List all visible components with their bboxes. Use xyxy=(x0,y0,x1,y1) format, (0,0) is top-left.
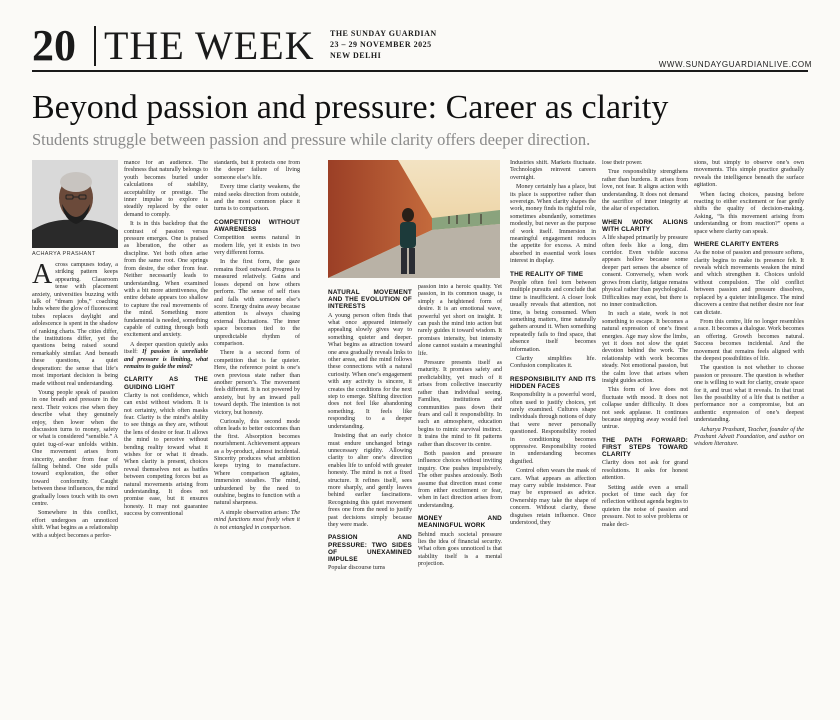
city: NEW DELHI xyxy=(330,51,382,60)
section-title: THE WEEK xyxy=(104,23,315,68)
paragraph: lose their power. xyxy=(602,160,643,166)
paragraph: It is in this backdrop that the contrast of passion versus pressure emerges. One is praised as liberation, the other as discipline. Yet both often arise from the same root. One springs from desire, the other from fear. Neither necessarily leads to understanding. When examined with a bit more attentiveness, the entire debate appears too shallow to capture the real movements of the mind. Something more fundamental is needed, something capable of cutting through both excitement and anxiety. xyxy=(124,221,208,339)
subheading: WHERE CLARITY ENTERS xyxy=(694,241,779,249)
subheading: PASSION AND PRESSURE: TWO SIDES OF UNEXAMINED IMPULSE xyxy=(328,534,412,563)
paragraph: There is a second form of competition that is far quieter. Here, the reference point is one’s own previous state rather than another person’s. The movement feels different. It is not powered by anxiety, but by an inward pull toward depth. The intention is not victory, but honesty. xyxy=(214,350,300,416)
paragraph: True responsibility strengthens rather than burdens. It arises from love, not fear. It aligns action with understanding. It does not demand the sacrifice of inner integrity at the altar of expectation. xyxy=(602,169,688,213)
paragraph: As the noise of passion and pressure softens, clarity begins to make its presence felt. It reveals which movements weaken the mind and which strengthen it. Choices unfold without compulsion. The old conflict between passion and pressure dissolves, replaced by a quieter intelligence. The mind discovers a centre that neither desire nor fear can dictate. xyxy=(694,250,804,316)
article-photo xyxy=(328,160,500,278)
paragraph: Curiously, this second mode often leads to better outcomes than the first. Absorption becomes nourishment. Achievement appears as a by-product, almost incidental. Sincerity produces what ambition keeps trying to manufacture. Where comparison agitates, immersion steadies. The mind, unburdened by the need to outshine, begins to function with a natural sharpness. xyxy=(214,419,300,507)
paragraph: Clarity simplifies life. Confusion complicates it. xyxy=(510,355,596,370)
subheading: THE PATH FORWARD: FIRST STEPS TOWARD CLARITY xyxy=(602,436,688,459)
paragraph: Behind much societal pressure lies the idea of financial security. What often goes unnoticed is that stability itself is a mental projection. xyxy=(418,531,502,568)
subheading: RESPONSIBILITY AND ITS HIDDEN FACES xyxy=(510,375,596,390)
paragraph: Somewhere in this conflict, effort undergoes an unnoticed shift. What begins as a relationship with a subject becomes a perfor- xyxy=(32,510,118,539)
author-bio: Acharya Prashant, Teacher, founder of the Prashant Advait Foundation, and author on wisdom literature. xyxy=(694,426,804,448)
subheading: MONEY AND MEANINGFUL WORK xyxy=(418,515,502,530)
masthead-info xyxy=(330,28,437,61)
column-5 xyxy=(418,284,502,702)
paragraph: passion into a heroic quality. Yet passion, in its common usage, is simply a heightened form of desire. It is an emotional wave, powerful yet short on insight. It can push the mind into action but rarely guides it toward wisdom. It promises intensity, but intensity alone cannot sustain a meaningful life. xyxy=(418,284,502,357)
paragraph: Clarity is not confidence, which can exist without wisdom. It is not certainty, which often masks fear. Clarity is the mind’s ability to see things as they are, without the lens of desire or fear. It allows the mind to perceive without bending reality toward what it wishes for or what it dreads. When clarity is present, choices reveal themselves not as battles between competing forces but as natural movements arising from understanding. It does not promise ease, but it ensures honesty. It may not guarantee success by conventional xyxy=(124,392,208,518)
author-caption: ACHARYA PRASHANT xyxy=(32,251,96,257)
column-8 xyxy=(694,160,804,702)
masthead-rule xyxy=(32,70,808,72)
paragraph: In the first form, the gaze remains fixed outward. Progress is measured relatively. Gains and losses depend on how others perform. The sense of self rises and falls with someone else’s score. Energy drains away because attention is always chasing external fluctuations. The inner space becomes tied to the unpredictable rhythm of comparison. xyxy=(214,259,300,347)
paragraph: Control often wears the mask of care. What appears as affection may carry subtle insistence. Fear may be expressed as advice. Ownership may take the shape of concern. Without clarity, these disguises retain influence. Once understood, they xyxy=(510,468,596,527)
masthead xyxy=(32,22,812,68)
paragraph: sions, but simply to observe one’s own movements. This simple practice gradually reveals the intelligence beneath the surface agitation. xyxy=(694,160,804,189)
masthead-divider xyxy=(94,26,96,66)
paragraph: The question is not whether to choose passion or pressure. The question is whether one is willing to wait for clarity, create space for it, and trust what it reveals. In that trust lies the possibility of a life that is neither a performance nor a compromise, but an authentic expression of one’s deepest understanding. xyxy=(694,365,804,424)
subheading: CLARITY AS THE GUIDING LIGHT xyxy=(124,376,208,391)
paragraph: Industries shift. Markets fluctuate. Technologies reinvent careers overnight. xyxy=(510,160,596,181)
page-number: 20 xyxy=(32,21,76,70)
paragraph: Clarity does not ask for grand resolutions. It asks for honest attention. xyxy=(602,460,688,482)
paragraph: Young people speak of passion in one breath and pressure in the next. Their voices rise when they describe what they genuinely enjoy, then lower when the discussion turns to money, safety or what is considered “sensible.” A quiet tug-of-war unfolds within. One movement arises from sincerity, another from fear of falling behind. One side pulls toward exploration, the other toward conformity. Caught between these influences, the mind gradually loses touch with its own centre. xyxy=(32,389,118,507)
column-6 xyxy=(510,160,596,702)
paragraph: This form of love does not fluctuate with mood. It does not collapse under difficulty. It does not seek applause. It continues because stepping away would feel untrue. xyxy=(602,387,688,431)
column-3 xyxy=(214,160,300,702)
subheading: NATURAL MOVEMENT AND THE EVOLUTION OF INTERESTS xyxy=(328,289,412,311)
column-1 xyxy=(32,262,118,702)
author-photo xyxy=(32,160,118,248)
drop-cap: A xyxy=(32,262,53,290)
subheading: COMPETITION WITHOUT AWARENESS xyxy=(214,218,300,234)
paragraph: A simple observation arises: The mind functions most freely when it is not entangled in comparison. xyxy=(214,509,300,531)
paragraph: Responsibility is a powerful word, often used to justify choices, yet rarely examined. Cultures shape individuals through notions of duty that were never personally questioned. Responsibility rooted in conditioning becomes oppressive. Responsibility rooted in understanding becomes dignified. xyxy=(510,392,596,465)
paragraph: Across campuses today, a striking pattern keeps appearing. Classroom tense with placement anxiety, universities buzzing with talk of “dream jobs,” coaching hubs where the glow of fluorescent tubes replaces daylight and adolescence is spent in the shadow of ranking charts. The cities differ, the institutions differ, yet the questions being raised sound remarkably similar. And beneath these questions, a quiet desperation: the sense that life’s most important decision is being made without real understanding. xyxy=(32,262,118,387)
paragraph: Pressure presents itself as maturity. It promises safety and predictability, yet much of it arises from collective insecurity rather than individual seeing. Families, institutions and communities pass down their fears and call it responsibility. In such an atmosphere, education begins to mimic survival instinct. It trains the mind to fit patterns rather than discover its centre. xyxy=(418,360,502,448)
paragraph: A deeper question quietly asks itself: If passion is unreliable and pressure is limiting, what remains to guide the mind? xyxy=(124,341,208,370)
paragraph: A life shaped primarily by pressure often feels like a long, dim corridor. Even visible success appears hollow because some deeper part senses the absence of consent. Conversely, when work grows from clarity, fatigue remains physical rather than psychological. Difficulties may exist, but there is no inner contradiction. xyxy=(602,235,688,308)
website-url[interactable]: WWW.SUNDAYGUARDIANLIVE.COM xyxy=(658,60,812,69)
paragraph: When facing choices, pausing before reacting to either excitement or fear gently shifts the quality of decision-making. Asking, “Is this movement arising from understanding or from reaction?” opens a space where clarity can speak. xyxy=(694,191,804,235)
paragraph: mance for an audience. The freshness that naturally belongs to youth becomes buried under calculations of stability, acceptability or prestige. The inner impulse to explore is steadily replaced by the outer demand to comply. xyxy=(124,160,208,218)
column-7 xyxy=(602,160,688,702)
paragraph: Money certainly has a place, but its place is supportive rather than sovereign. When clarity shapes the work, money finds its rightful role, sometimes abundantly, sometimes modestly, but never as the purpose of work itself. Immersion in meaningful engagement reduces the appetite for excess. A mind absorbed in essential work loses interest in display. xyxy=(510,184,596,265)
paragraph: From this centre, life no longer resembles a race. It becomes a dialogue. Work becomes an offering. Growth becomes natural. Success becomes incidental. And the movement that remains feels aligned with the deepest possibilities of life. xyxy=(694,318,804,362)
paragraph: In such a state, work is not something to escape. It becomes a natural expression of one’s finest energies. Age may slow the limbs, yet it does not slow the quiet devotion behind the work. The relationship with work becomes steady. Not emotional passion, but the calm love that arises when insight guides action. xyxy=(602,311,688,384)
paragraph: Both passion and pressure influence choices without inviting inquiry. One pushes impulsively. The other pushes anxiously. Both assume that direction must come from either excitement or fear, when in fact direction arises from understanding. xyxy=(418,450,502,509)
paragraph: Competition seems natural in modern life, yet it exists in two very different forms. xyxy=(214,235,300,257)
column-2 xyxy=(124,160,208,702)
paper-name: THE SUNDAY GUARDIAN xyxy=(330,29,437,38)
paragraph: Every time clarity weakens, the mind seeks direction from outside, and the most common place it turns is to comparison. xyxy=(214,184,300,213)
issue-dates: 23 – 29 NOVEMBER 2025 xyxy=(330,40,432,49)
article-subhead: Students struggle between passion and pressure while clarity offers deeper direction. xyxy=(32,130,591,149)
paragraph: People often feel torn between multiple pursuits and conclude that time is insufficient. A closer look usually reveals that attention, not time, is being consumed. When something matters, time naturally gathers around it. When something repeatedly fails to find space, that absence itself becomes information. xyxy=(510,279,596,353)
paragraph: Insisting that an early choice must endure unchanged brings unnecessary rigidity. Allowing clarity to alter one’s direction enables life to unfold with greater honesty. The mind is not a fixed structure. It refines itself, sees more sharply, and gently leaves behind earlier fascinations. Recognising this quiet movement frees one from the need to justify past decisions simply because they were made. xyxy=(328,433,412,528)
subheading: THE REALITY OF TIME xyxy=(510,270,584,278)
article-headline: Beyond passion and pressure: Career as clarity xyxy=(32,89,669,126)
paragraph: Setting aside even a small pocket of time each day for reflection without agenda begins to quieten the noise of passion and pressure. Not to solve problems or make deci- xyxy=(602,484,688,528)
author-portrait-image xyxy=(32,160,118,248)
walkway-photo-image xyxy=(328,160,500,278)
column-4 xyxy=(328,284,412,702)
paragraph: standards, but it protects one from the deeper failure of living someone else’s life. xyxy=(214,160,300,181)
paragraph: Popular discourse turns xyxy=(328,565,386,572)
subheading: WHEN WORK ALIGNS WITH CLARITY xyxy=(602,218,688,234)
paragraph: A young person often finds that what once appeared intensely appealing slowly gives way to something quieter and deeper. What begins as attraction toward one area gradually reveals links to other areas, and the mind follows these connections with a natural curiosity. When one’s engagement with any activity is sincere, it creates the conditions for the next step to emerge. Shifting direction does not feel like abandoning something. It feels like responding to a deeper understanding. xyxy=(328,312,412,430)
